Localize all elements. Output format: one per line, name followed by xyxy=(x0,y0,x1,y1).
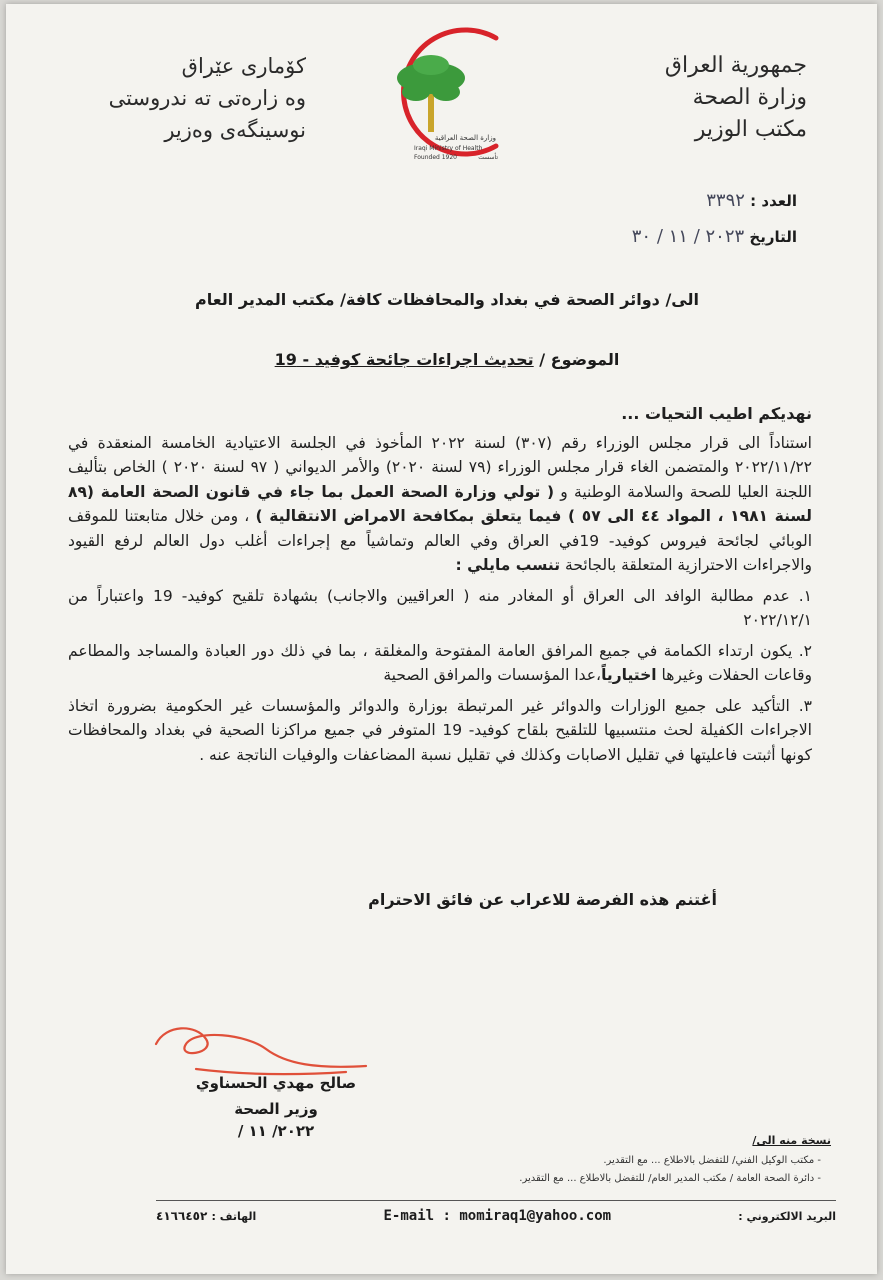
letter-page xyxy=(6,4,877,1274)
date-value: ٢٠٢٣ / ١١ / ٣٠ xyxy=(631,226,745,247)
reference-date xyxy=(497,226,797,247)
letterhead-line: جمهورية العراق xyxy=(664,53,807,78)
item-text: ٢. يكون ارتداء الكمامة في جميع المرافق العامة المفتوحة والمغلقة ، بما في ذلك دور العبادة والمساجد والمطاعم وقاعات الحفلات وغيرها xyxy=(68,641,812,684)
logo-english-name: Iraqi Ministry of Health xyxy=(414,145,483,152)
ministry-logo xyxy=(346,18,546,168)
phone-label: الهاتف : xyxy=(211,1210,257,1223)
arabic-letterhead xyxy=(577,50,807,146)
date-label: التاريخ xyxy=(749,228,797,246)
paragraph-bold: ( تولي وزارة الصحة العمل بما جاء في قانون الصحة العامة (٨٩ لسنة ١٩٨١ ، المواد ٤٤ الى ٥٧ ) فيما يتعلق بمكافحة الامراض الانتقالية ) xyxy=(68,482,812,525)
copies-title: نسخة منه الى/ xyxy=(752,1134,831,1147)
logo-founded-ar: تأسست xyxy=(478,154,498,161)
list-item: ٣. التأكيد على جميع الوزارات والدوائر غير المرتبطة بوزارة والدوائر والمؤسسات غير الحكومية بضرورة اتخاذ الاجراءات الكفيلة لحث منتسبيها للتلقيح بلقاح كوفيد- 19 المتوفر في جميع مراكزنا الصحية في بغداد والمحافظات كونها أثبتت فاعليتها في تقليل الاصابات وكذلك في تقليل نسبة المضاعفات والوفيات الناتجة عنه . xyxy=(68,696,812,764)
signatory-title: وزير الصحة xyxy=(234,1100,318,1118)
letter-body xyxy=(68,402,812,767)
letterhead-line: نوسینگەی وەزیر xyxy=(164,118,306,142)
logo-arabic-name: وزارة الصحة العراقية xyxy=(434,134,496,142)
item-bold: اختيارياً xyxy=(601,666,657,684)
letterhead-line: وه زارەتی ته ندروستی xyxy=(108,86,306,110)
paragraph-text: استناداً الى قرار مجلس الوزراء رقم (٣٠٧) لسنة ٢٠٢٢ المأخوذ في الجلسة الاعتيادية الخامسة المنعقدة في ٢٠٢٢/١١/٢٢ والمتضمن الغاء قرار مجلس الوزراء (٧٩ لسنة ٢٠٢٠) والأمر الديواني ( ٩٧ لسنة ٢٠٢٠ ) الخاص بتأليف اللجنة العليا للصحة والسلامة الوطنية و xyxy=(68,433,812,501)
reference-number xyxy=(497,190,797,211)
copy-line: - مكتب الوكيل الفني/ للتفضل بالاطلاع ... مع التقدير. xyxy=(603,1155,821,1166)
signatory-date: ٢٠٢٢/ ١١ / xyxy=(237,1122,315,1140)
paragraph-bold-end: تنسب مايلي : xyxy=(455,556,561,574)
signatory-block xyxy=(156,1070,396,1122)
subject-value: تحديث اجراءات جائحة كوفيد - 19 xyxy=(274,350,534,369)
closing-line: أغتنم هذه الفرصة للاعراب عن فائق الاحترام xyxy=(368,890,717,909)
number-label: العدد : xyxy=(750,192,797,210)
logo-founded: Founded 1920 xyxy=(414,154,457,161)
copies-list xyxy=(301,1152,821,1188)
number-value: ٣٣٩٢ xyxy=(706,190,745,211)
email-link[interactable]: E-mail : momiraq1@yahoo.com xyxy=(383,1208,612,1224)
letterhead-line: وزارة الصحة xyxy=(692,85,807,110)
subject-label: الموضوع / xyxy=(539,350,620,369)
item-text: ،عدا المؤسسات والمرافق الصحية xyxy=(383,666,602,684)
list-item xyxy=(68,639,812,688)
letterhead-line: كۆماری عێراق xyxy=(181,54,306,78)
signatory-name: صالح مهدي الحسناوي xyxy=(195,1074,357,1092)
kurdish-letterhead xyxy=(46,50,306,146)
paragraph-text: ، ومن خلال متابعتنا للموقف الوبائي لجائحة فيروس كوفيد- 19في العراق وفي العالم وتماشياً مع إجراءات أغلب دول العالم لرفع القيود والاجراءات الاحترازية المتعلقة بالجائحة xyxy=(68,507,812,574)
letterhead-line: مكتب الوزير xyxy=(694,117,807,142)
paragraph-main xyxy=(68,431,812,578)
addressee: الى/ دوائر الصحة في بغداد والمحافظات كافة/ مكتب المدير العام xyxy=(195,290,699,309)
footer-divider xyxy=(156,1200,836,1201)
footer xyxy=(156,1208,836,1224)
copy-line: - دائرة الصحة العامة / مكتب المدير العام/ للتفضل بالاطلاع ... مع التقدير. xyxy=(519,1173,821,1184)
email-label: البريد الالكتروني : xyxy=(738,1210,836,1223)
greeting: نهديكم اطيب التحيات ... xyxy=(621,404,812,423)
phone-number: ٤١٦٦٤٥٢ xyxy=(156,1209,208,1223)
subject-line xyxy=(97,350,797,369)
list-item: ١. عدم مطالبة الوافد الى العراق أو المغادر منه ( العراقيين والاجانب) بشهادة تلقيح كوفيد- 19 واعتباراً من ٢٠٢٢/١٢/١ xyxy=(68,586,812,629)
